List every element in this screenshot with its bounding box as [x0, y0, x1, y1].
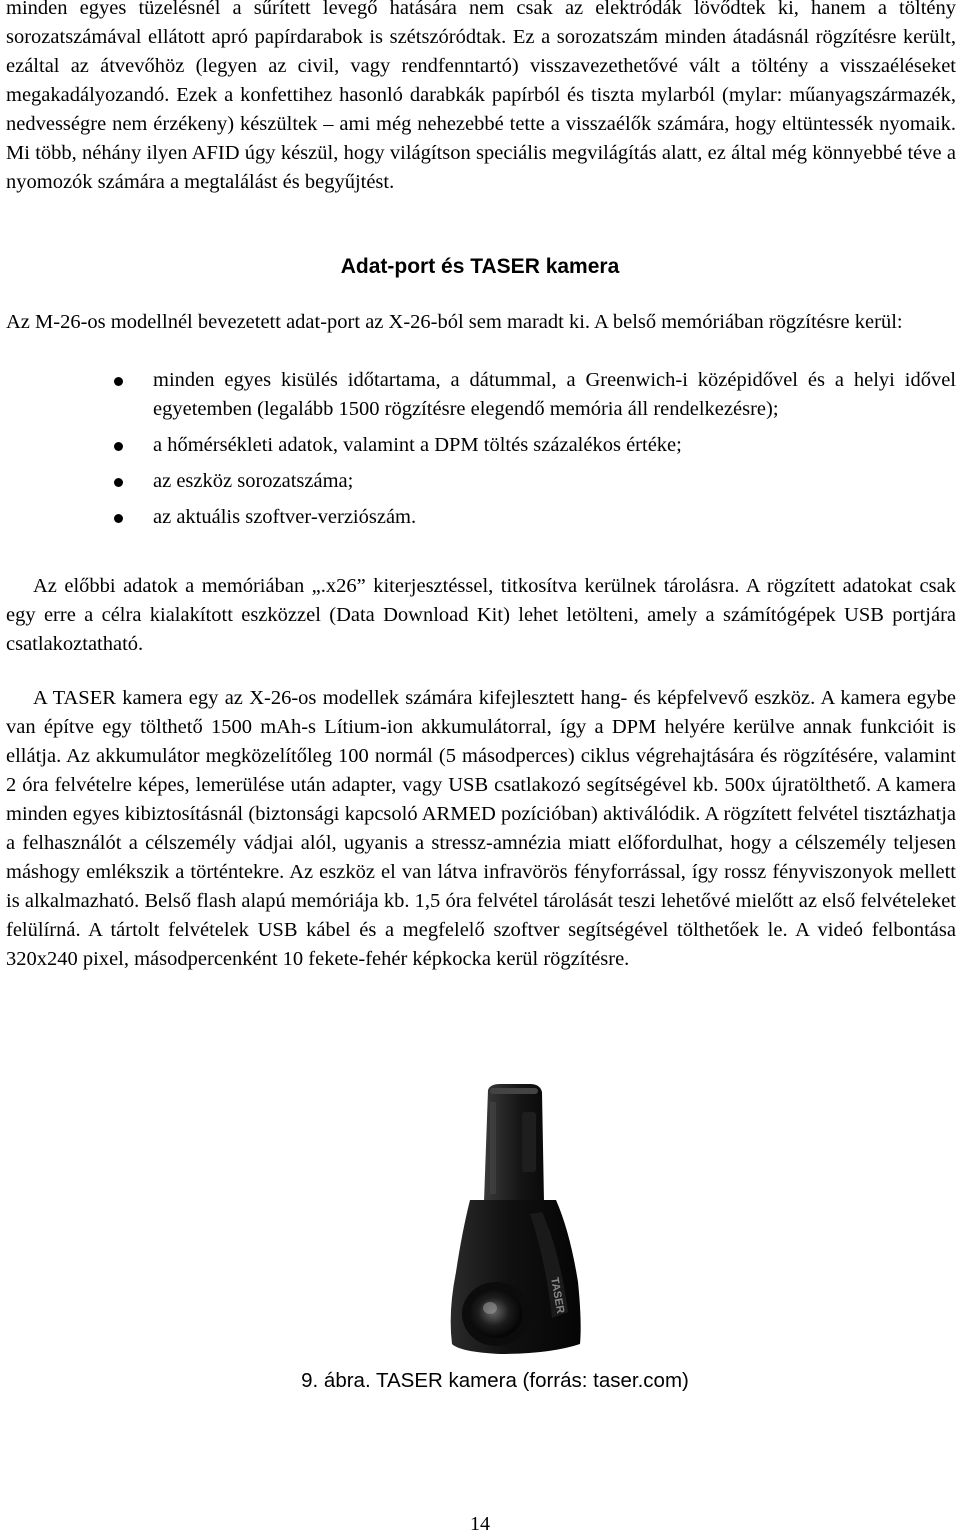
taser-camera-photo-icon [430, 1082, 630, 1362]
page-number: 14 [470, 1513, 490, 1535]
list-item [0, 503, 960, 532]
taser-camera-paragraph: A TASER kamera egy az X-26-os modellek számára kifejlesztett hang- és képfelvevő eszköz. A kamera egybe van építve egy tölthető 1500 mAh-s Lítium-ion akkumulátorral, így a DPM helyére kerülve annak funkcióit is ellátja. Az akkumulátor megközelítőleg 100 normál (5 másodperces) ciklus végrehajtására és rögzítésére, valamint 2 óra felvételre képes, lemerülése után adapter, vagy USB csatlakozó segítségével kb. 500x újratölthető. A kamera minden egyes kibiztosításnál (biztonsági kapcsoló ARMED pozícióban) aktiválódik. A rögzített felvétel tisztázhatja a felhasználót a célszemély vádjai alól, ugyanis a stressz-amnézia miatt előfordulhat, hogy a célszemély teljesen máshogy emlékszik a történtekre. Az eszköz el van látva infravörös fényforrással, így rossz fényviszonyok mellett is alkalmazható. Belső flash alapú memóriája kb. 1,5 óra felvétel tárolását teszi lehetővé mielőtt az első felvételeket felülírná. A tártolt felvételek USB kábel és a megfelelő szoftver segítségével tölthetőek le. A videó felbontása 320x240 pixel, másodpercenként 10 fekete-fehér képkocka kerül rögzítésre. [6, 687, 956, 970]
list-item-text: minden egyes kisülés időtartama, a dátummal, a Greenwich-i középidővel és a helyi idővel egyetemben (legalább 1500 rögzítésre elegendő memória áll rendelkezésre); [153, 369, 956, 420]
list-item [0, 431, 960, 460]
data-port-paragraph: Az M-26-os modellnél bevezetett adat-port az X-26-ból sem maradt ki. A belső memóriában rögzítésre kerül: [6, 311, 903, 333]
figure-caption: 9. ábra. TASER kamera (forrás: taser.com) [301, 1369, 689, 1392]
list-item-text: az aktuális szoftver-verziószám. [153, 506, 417, 528]
device-label: TASER [548, 1276, 567, 1315]
list-item [0, 366, 960, 424]
encryption-paragraph: Az előbbi adatok a memóriában „.x26” kiterjesztéssel, titkosítva kerülnek tárolásra. A rögzített adatokat csak egy erre a célra kialakított eszközzel (Data Download Kit) lehet letölteni, amely a számítógépek USB portjára csatlakoztatható. [6, 575, 956, 655]
taser-camera-figure [430, 1082, 630, 1362]
bullet-icon [114, 514, 123, 523]
memory-data-list [0, 366, 960, 539]
section-heading: Adat-port és TASER kamera [340, 255, 620, 278]
intro-paragraph: minden egyes tüzelésnél a sűrített levegő hatására nem csak az elektródák lövődtek ki, hanem a töltény sorozatszámával ellátott apró papírdarabok is szétszóródtak. Ez a sorozatszám minden átadásnál rögzítésre került, ezáltal az átvevőhöz (legyen az civil, vagy rendfenntartó) visszavezethetővé vált a töltény a visszaéléseket megakadályozandó. Ezek a konfettihez hasonló darabkák papírból és tiszta mylarból (mylar: műanyagszármazék, nedvességre nem érzékeny) készültek – ami még nehezebbé tette a visszaélők számára, hogy eltüntessék nyomaik. Mi több, néhány ilyen AFID úgy készül, hogy világítson speciális megvilágítás alatt, ez által még könnyebbé téve a nyomozók számára a megtalálást és begyűjtést. [6, 0, 956, 193]
bullet-icon [114, 478, 123, 487]
bullet-icon [114, 442, 123, 451]
list-item [0, 467, 960, 496]
list-item-text: a hőmérsékleti adatok, valamint a DPM töltés százalékos értéke; [153, 434, 682, 456]
bullet-icon [114, 377, 123, 386]
list-item-text: az eszköz sorozatszáma; [153, 470, 354, 492]
